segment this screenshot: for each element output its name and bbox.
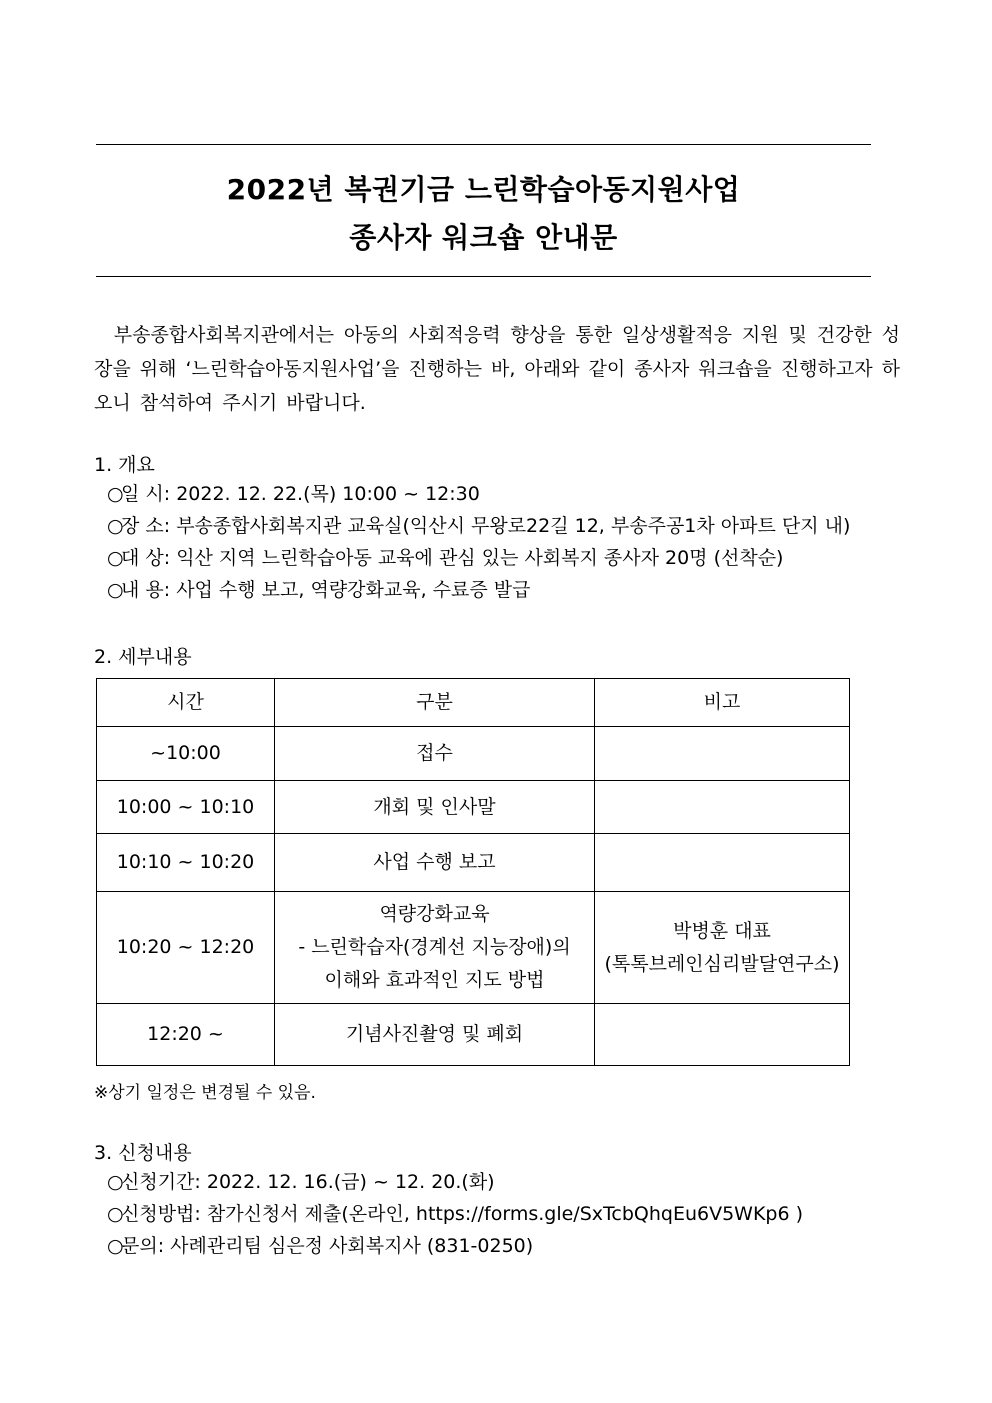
bullet-mark: ○	[107, 515, 124, 537]
cell-time: 10:20 ~ 12:20	[97, 892, 275, 1004]
cell-time: ~10:00	[97, 727, 275, 781]
bullet-mark: ○	[107, 483, 124, 505]
schedule-table	[96, 678, 850, 1066]
cell-category-line: 역량강화교육	[379, 903, 490, 925]
intro-paragraph	[94, 318, 900, 420]
overview-list	[107, 478, 850, 606]
list-item-text: 대 상: 익산 지역 느린학습아동 교육에 관심 있는 사회복지 종사자 20명 (선착순)	[121, 547, 784, 569]
list-item-text: 문의: 사례관리팀 심은정 사회복지사 (831-0250)	[121, 1235, 534, 1257]
header-remarks: 비고	[595, 679, 850, 727]
list-item	[107, 574, 850, 606]
list-item-text: 장 소: 부송종합사회복지관 교육실(익산시 무왕로22길 12, 부송주공1차 아파트 단지 내)	[121, 515, 851, 537]
title-line-2: 종사자 워크숍 안내문	[349, 221, 618, 254]
cell-category-line: 기념사진촬영 및 폐회	[345, 1023, 524, 1045]
list-item	[107, 1230, 803, 1262]
cell-category	[275, 834, 595, 892]
title-top-rule	[96, 144, 871, 145]
cell-category-line: 사업 수행 보고	[373, 851, 496, 873]
table-row	[97, 781, 850, 834]
title-line-1: 2022년 복권기금 느린학습아동지원사업	[226, 173, 741, 206]
list-item-text: 신청방법: 참가신청서 제출(온라인, https://forms.gle/SxTcbQhqEu6V5WKp6 )	[121, 1203, 804, 1225]
list-item	[107, 510, 850, 542]
cell-category-line: 접수	[416, 742, 453, 764]
table-row	[97, 834, 850, 892]
application-list	[107, 1166, 803, 1262]
cell-remarks	[595, 727, 850, 781]
cell-category	[275, 781, 595, 834]
cell-category-line: 개회 및 인사말	[373, 795, 496, 818]
list-item-text: 내 용: 사업 수행 보고, 역량강화교육, 수료증 발급	[121, 579, 531, 601]
cell-category-line: 이해와 효과적인 지도 방법	[324, 969, 545, 991]
cell-remarks	[595, 781, 850, 834]
bullet-mark: ○	[107, 579, 124, 601]
schedule-note: ※상기 일정은 변경될 수 있음.	[94, 1083, 316, 1103]
title-bottom-rule	[96, 276, 871, 277]
cell-remarks-line: (톡톡브레인심리발달연구소)	[604, 952, 840, 975]
list-item	[107, 542, 850, 574]
list-item	[107, 478, 850, 510]
bullet-mark: ○	[107, 1171, 124, 1193]
list-item	[107, 1166, 803, 1198]
section-3-heading: 3. 신청내용	[94, 1142, 192, 1164]
intro-text: 부송종합사회복지관에서는 아동의 사회적응력 향상을 통한 일상생활적응 지원 및 건강한 성장을 위해 ‘느린학습아동지원사업’을 진행하는 바, 아래와 같이 종사자 워크숍을 진행하고자 하오니 참석하여 주시기 바랍니다.	[94, 324, 900, 414]
cell-category-line: - 느린학습자(경계선 지능장애)의	[298, 936, 571, 958]
cell-remarks	[595, 834, 850, 892]
list-item-text: 일 시: 2022. 12. 22.(목) 10:00 ~ 12:30	[121, 483, 480, 505]
table-row	[97, 892, 850, 1004]
cell-remarks	[595, 1004, 850, 1066]
header-category: 구분	[275, 679, 595, 727]
list-item	[107, 1198, 803, 1230]
cell-category	[275, 892, 595, 1004]
cell-time: 12:20 ~	[97, 1004, 275, 1066]
cell-category	[275, 727, 595, 781]
bullet-mark: ○	[107, 1235, 124, 1257]
section-1-heading: 1. 개요	[94, 454, 155, 476]
list-item-text: 신청기간: 2022. 12. 16.(금) ~ 12. 20.(화)	[121, 1171, 495, 1193]
cell-time: 10:00 ~ 10:10	[97, 781, 275, 834]
cell-time: 10:10 ~ 10:20	[97, 834, 275, 892]
cell-category	[275, 1004, 595, 1066]
table-row	[97, 1004, 850, 1066]
table-row	[97, 727, 850, 781]
section-2-heading: 2. 세부내용	[94, 646, 192, 668]
table-header-row	[97, 679, 850, 727]
cell-remarks-line: 박병훈 대표	[673, 919, 771, 942]
header-time: 시간	[97, 679, 275, 727]
bullet-mark: ○	[107, 1203, 124, 1225]
cell-remarks	[595, 892, 850, 1004]
bullet-mark: ○	[107, 547, 124, 569]
